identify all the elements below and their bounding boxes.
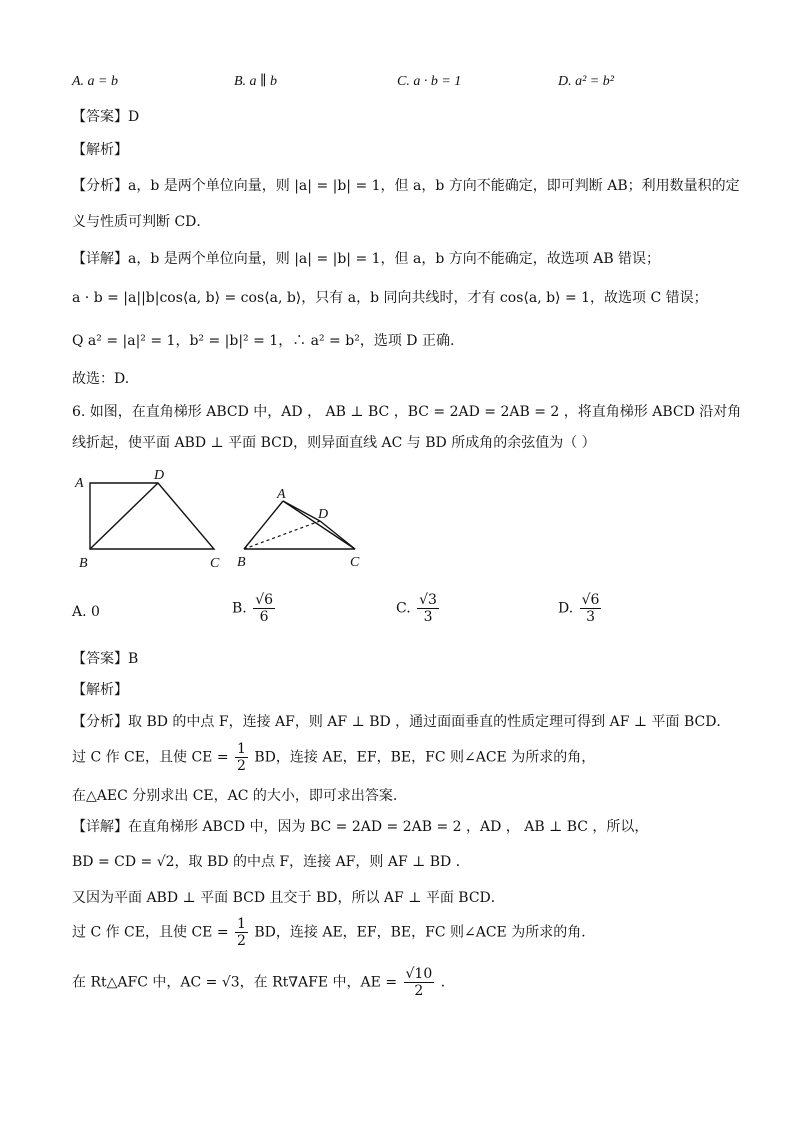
q6-xiangjie-line-5: 在 Rt△AFC 中，AC = √3，在 Rt∇AFE 中，AE = $\frac{√10}{2}$ ． xyxy=(72,966,455,999)
q6-option-b: B. $\frac{√6}{6}$ xyxy=(232,592,274,625)
vertex-label-c: C xyxy=(210,556,220,571)
trapezoid-figure xyxy=(70,465,230,575)
fraction: $\frac{√6}{3}$ xyxy=(581,592,600,625)
prev-answer: 【答案】D xyxy=(72,109,140,125)
folded-figure xyxy=(232,482,377,572)
q6-fenxi-line-2: 过 C 作 CE，且使 CE = $\frac{1}{2}$ BD，连接 AE，EF，BE，FC 则∠ACE 为所求的角， xyxy=(72,741,596,774)
fraction-one-half: $\frac{1}{2}$ xyxy=(237,916,246,949)
prev-fenxi-line-2: 义与性质可判断 CD． xyxy=(72,214,211,230)
q6-fenxi-line-1: 【分析】取 BD 的中点 F，连接 AF，则 AF ⊥ BD ，通过面面垂直的性质定理可得到 AF ⊥ 平面 BCD． xyxy=(72,714,731,730)
diagonal-bd xyxy=(90,483,158,549)
prev-option-d: D. a² = b² xyxy=(558,74,614,89)
fraction-one-half: $\frac{1}{2}$ xyxy=(237,741,246,774)
q6-option-a: A. 0 xyxy=(72,604,100,620)
q6-answer: 【答案】B xyxy=(72,651,139,667)
q6-xiangjie-line-1: 【详解】在直角梯形 ABCD 中，因为 BC = 2AD = 2AB = 2 ，AD ， AB ⊥ BC ，所以， xyxy=(72,819,649,835)
q6-analysis-label: 【解析】 xyxy=(72,682,128,698)
prev-fenxi-line-1: 【分析】a，b 是两个单位向量，则 |a| = |b| = 1，但 a，b 方向不能确定，即可判断 AB；利用数量积的定 xyxy=(72,178,740,194)
fraction: $\frac{√3}{3}$ xyxy=(419,592,437,625)
edge-dc xyxy=(320,521,355,549)
fraction: $\frac{√6}{6}$ xyxy=(255,592,274,625)
prev-option-c: C. a · b = 1 xyxy=(397,74,462,89)
q6-stem-line-1: 6. 如图，在直角梯形 ABCD 中，AD ， AB ⊥ BC ，BC = 2AD = 2AB = 2 ，将直角梯形 ABCD 沿对角 xyxy=(72,404,742,420)
prev-option-b: B. a ∥ b xyxy=(234,74,278,89)
q6-xiangjie-line-4: 过 C 作 CE，且使 CE = $\frac{1}{2}$ BD，连接 AE，EF，BE，FC 则∠ACE 为所求的角． xyxy=(72,916,596,949)
vertex-label-b: B xyxy=(237,555,246,570)
q6-xiangjie-line-3: 又因为平面 ABD ⊥ 平面 BCD 且交于 BD，所以 AF ⊥ 平面 BCD． xyxy=(72,890,505,906)
q6-stem-line-2: 线折起，使平面 ABD ⊥ 平面 BCD，则异面直线 AC 与 BD 所成角的余弦值为（ ） xyxy=(72,435,596,451)
prev-option-a: A. a = b xyxy=(72,74,118,89)
prev-xiangjie-line-1: 【详解】a，b 是两个单位向量，则 |a| = |b| = 1，但 a，b 方向不能确定，故选项 AB 错误； xyxy=(72,251,661,267)
q6-option-c: C. $\frac{√3}{3}$ xyxy=(396,592,437,625)
fraction-root10-over-2: $\frac{√10}{2}$ xyxy=(405,966,433,999)
prev-xiangjie-line-2: a · b = |a||b|cos⟨a, b⟩ = cos⟨a, b⟩，只有 a，b 同向共线时，才有 cos⟨a, b⟩ = 1，故选项 C 错误； xyxy=(72,290,708,306)
vertex-label-c: C xyxy=(350,555,360,570)
trapezoid-outline xyxy=(90,483,214,549)
prev-analysis-label: 【解析】 xyxy=(72,142,128,158)
edge-ad xyxy=(283,501,320,521)
q6-xiangjie-line-2: BD = CD = √2，取 BD 的中点 F，连接 AF，则 AF ⊥ BD ． xyxy=(72,854,470,870)
vertex-label-b: B xyxy=(79,556,88,571)
vertex-label-d: D xyxy=(154,468,165,483)
q6-fenxi-line-3: 在△AEC 分别求出 CE，AC 的大小，即可求出答案. xyxy=(72,788,398,804)
vertex-label-a: A xyxy=(277,487,286,502)
q6-option-d: D. $\frac{√6}{3}$ xyxy=(558,592,600,625)
vertex-label-a: A xyxy=(75,476,84,491)
prev-choice: 故选：D. xyxy=(72,371,130,387)
prev-xiangjie-line-3: Q a² = |a|² = 1，b² = |b|² = 1，∴ a² = b²，选项 D 正确. xyxy=(72,333,455,349)
vertex-label-d: D xyxy=(318,507,329,522)
